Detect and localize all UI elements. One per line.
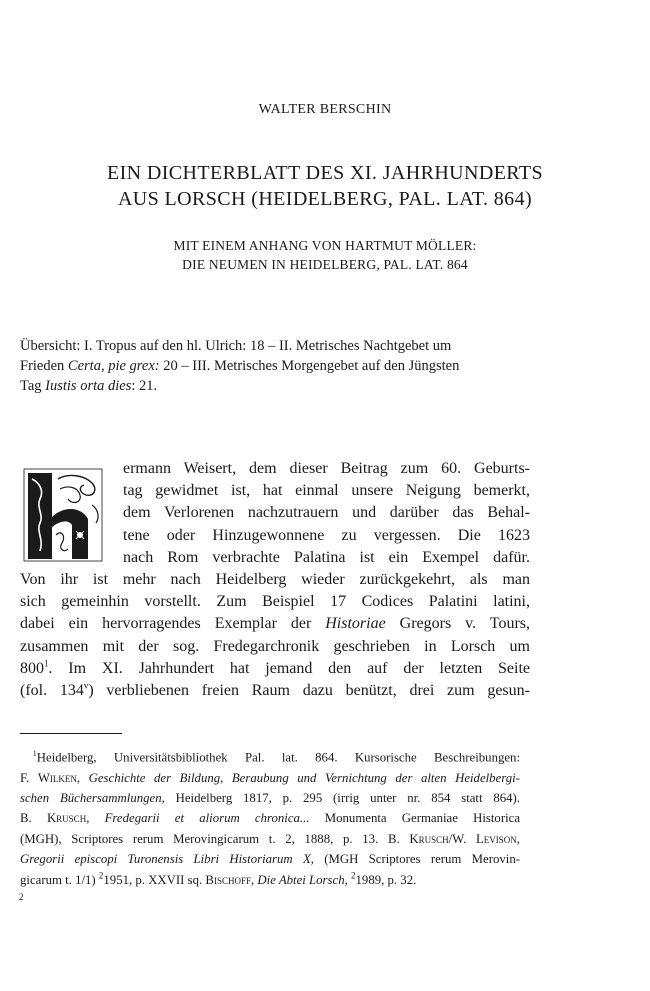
- text-run-smallcaps: Krusch: [46, 811, 87, 826]
- footnote-block: [20, 744, 520, 890]
- text-run: B.: [20, 811, 47, 826]
- text-run: Frieden: [20, 358, 68, 374]
- text-run-italic: Historiae: [325, 615, 386, 633]
- text-run-smallcaps: Krusch/W. Levison: [409, 831, 517, 846]
- text-run: 1951, p. XXVII sq.: [103, 872, 206, 887]
- footnote-line: [20, 849, 520, 869]
- text-run-smallcaps: Wilken: [37, 770, 77, 785]
- text-run-italic: Gregorii episcopi Turonensis Libri Historiarum X,: [20, 852, 314, 867]
- text-run: 800: [20, 659, 44, 677]
- superscript: v: [83, 680, 89, 691]
- author-name: WALTER BERSCHIN: [258, 102, 392, 117]
- body-line: tag gewidmet ist, hat einmal unsere Neigung bemerkt,: [123, 482, 530, 500]
- footnote-line: [20, 870, 520, 890]
- main-text: [20, 458, 530, 702]
- body-line: [20, 680, 530, 702]
- text-run-italic: Certa, pie grex:: [67, 358, 160, 374]
- text-run-italic: Geschichte der Bildung, Beraubung und Vernichtung der alten Heidelbergi-: [88, 770, 520, 785]
- text-run-italic: Fredegarii et aliorum chronica...: [104, 811, 310, 826]
- text-run-italic: Die Abtei Lorsch: [257, 872, 345, 887]
- overview-line: Übersicht: I. Tropus auf den hl. Ulrich: 18 – II. Metrisches Nachtgebet um: [20, 338, 452, 354]
- text-run: ,: [86, 811, 105, 826]
- text-run-italic: Iustis orta dies: [45, 378, 132, 394]
- text-run: (fol. 134: [20, 682, 84, 700]
- title-line-1: EIN DICHTERBLATT DES XI. JAHRHUNDERTS: [106, 162, 543, 184]
- overview-line: [20, 376, 520, 396]
- text-run: 20 – III. Metrisches Morgengebet auf den Jüngsten: [159, 358, 460, 374]
- article-subtitle: [0, 236, 650, 274]
- text-run: Gregors v. Tours,: [385, 615, 531, 633]
- text-run: Heidelberg, Universitätsbibliothek Pal. lat. 864. Kursorische Beschreibungen:: [36, 750, 520, 765]
- footnote-divider: [20, 733, 122, 734]
- text-run: (MGH Scriptores rerum Merovin-: [313, 852, 520, 867]
- body-line: dem Verlorenen nachzutrauern und darüber das Behal-: [123, 504, 530, 522]
- text-run-smallcaps: Bischoff: [205, 872, 251, 887]
- text-run: : 21.: [131, 378, 158, 394]
- subtitle-line-1: MIT EINEM ANHANG VON HARTMUT MÖLLER:: [173, 238, 477, 253]
- text-run: (MGH), Scriptores rerum Merovingicarum t. 2, 1888, p. 13. B.: [20, 831, 410, 846]
- page-number: 2: [19, 892, 24, 902]
- body-line: ermann Weisert, dem dieser Beitrag zum 60. Geburts-: [123, 460, 530, 477]
- title-line-2: AUS LORSCH (HEIDELBERG, PAL. LAT. 864): [117, 188, 533, 210]
- footnote-line: [20, 788, 520, 808]
- text-run: ,: [76, 770, 89, 785]
- text-run: 1989, p. 32.: [355, 872, 417, 887]
- text-run: ,: [516, 831, 520, 846]
- text-run: Tag: [20, 378, 46, 394]
- footnote-number: 1: [32, 749, 37, 758]
- body-line: zusammen mit der sog. Fredegarchronik geschrieben in Lorsch um: [20, 637, 530, 655]
- text-run: gicarum t. 1/1): [20, 872, 99, 887]
- text-run: ,: [250, 872, 258, 887]
- text-run: dabei ein hervorragendes Exemplar der: [20, 615, 326, 633]
- footnote-line: [20, 768, 520, 788]
- text-run: , Heidelberg 1817, p. 295 (irrig unter nr. 854 statt 864).: [161, 791, 520, 806]
- body-line: sich gemeinhin vorstellt. Zum Beispiel 17 Codices Palatini latini,: [20, 593, 530, 611]
- footnote-line: [20, 829, 520, 849]
- text-run: F.: [20, 770, 38, 785]
- superscript: 2: [98, 870, 104, 881]
- footnote-line: [20, 744, 520, 768]
- text-run: ) verbliebenen freien Raum dazu benützt, drei zum gesun-: [88, 682, 530, 700]
- overview-paragraph: [20, 336, 520, 396]
- article-title: [0, 160, 650, 212]
- text-run-italic: schen Büchersammlungen: [20, 791, 162, 806]
- body-line: tene oder Hinzugewonnene zu vergessen. Die 1623: [123, 526, 530, 544]
- body-line: [20, 658, 530, 680]
- subtitle-line-2: DIE NEUMEN IN HEIDELBERG, PAL. LAT. 864: [182, 257, 468, 272]
- footnote-ref: 1: [44, 658, 49, 669]
- overview-line: [20, 356, 520, 376]
- body-line: Von ihr ist mehr nach Heidelberg wieder zurückgekehrt, als man: [20, 571, 530, 589]
- text-run: Monumenta Germaniae Historica: [309, 811, 521, 826]
- body-line: [20, 613, 530, 635]
- text-run: . Im XI. Jahrhundert hat jemand den auf der letzten Seite: [48, 659, 530, 677]
- body-line: nach Rom verbrachte Palatina ist ein Exempel dafür.: [123, 548, 530, 566]
- superscript: 2: [351, 870, 356, 881]
- text-run: ,: [344, 872, 352, 887]
- footnote-line: [20, 808, 520, 828]
